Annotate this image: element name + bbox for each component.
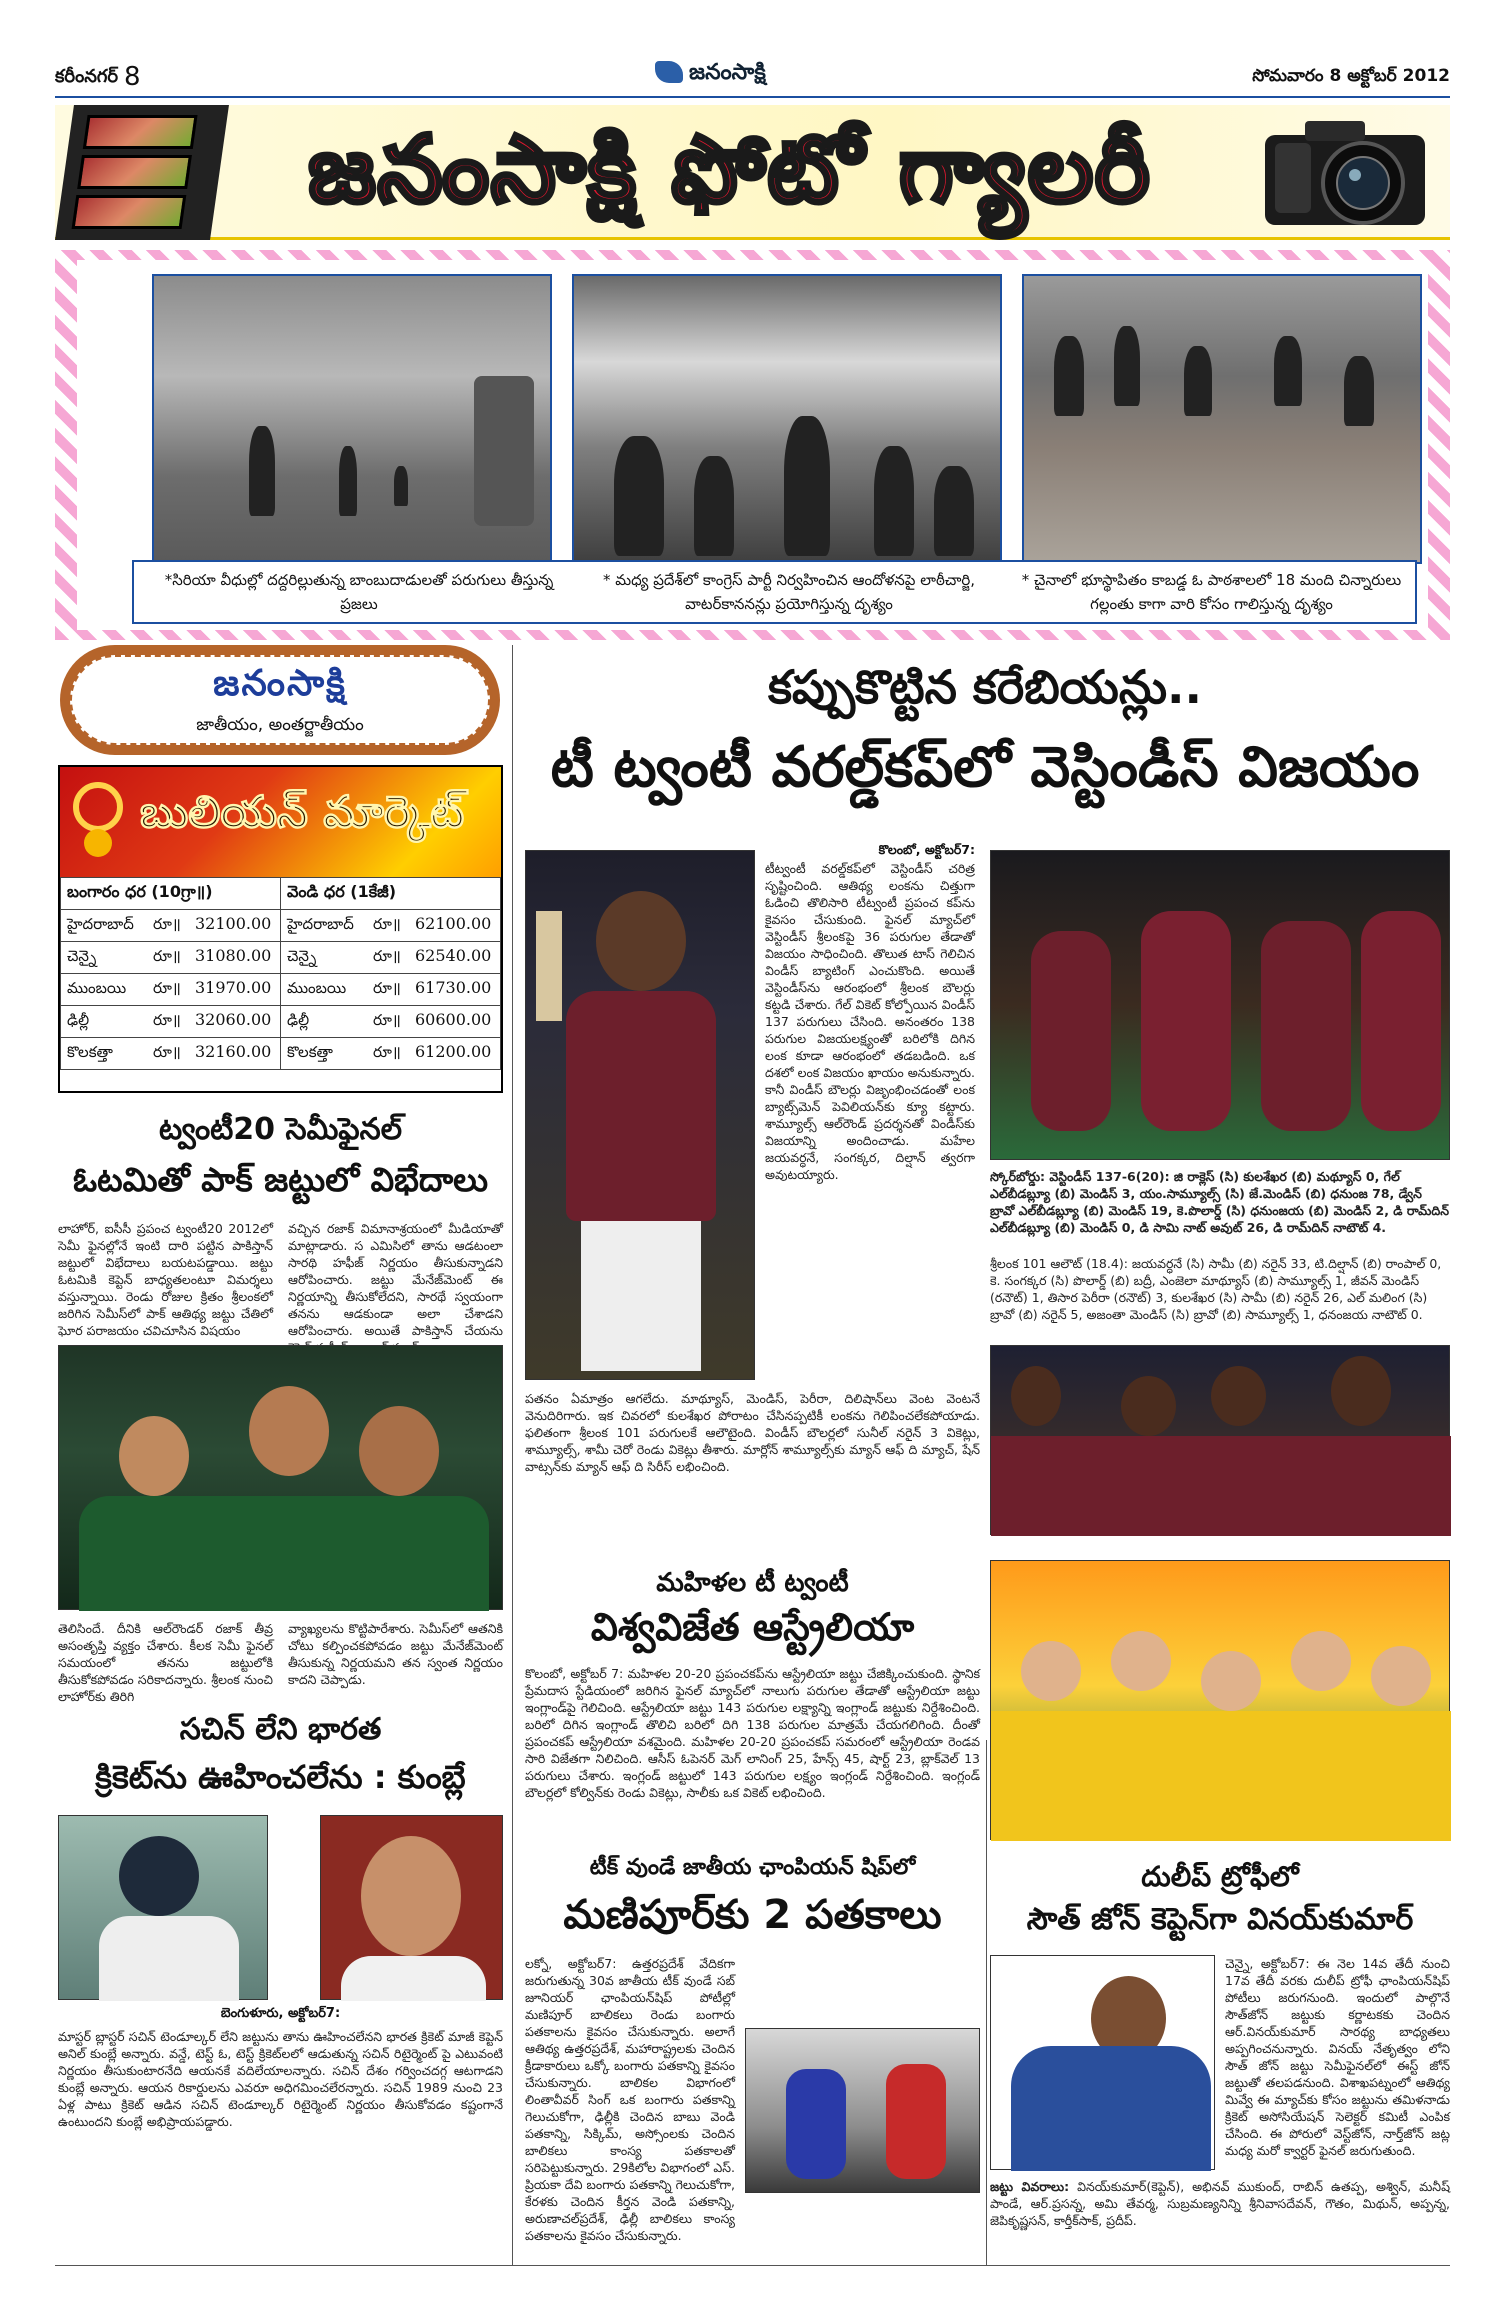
logo-icon <box>655 61 683 83</box>
caption-madhya-pradesh: * మధ్య ప్రదేశ్‌లో కాంగ్రెస్ పార్టీ నిర్వహించిన ఆందోళనపై లాఠీచార్జి, వాటర్‌కాననన్లు ప్రయోగిస్తున్న దృశ్యం <box>602 571 976 613</box>
section-badge <box>60 645 500 755</box>
gold-price: 32100.00 <box>195 914 272 933</box>
taekwondo-photo <box>745 2028 980 2193</box>
city-name: హైదరాబాద్ <box>67 915 134 933</box>
silver-price-cell <box>281 910 501 942</box>
caption-china: * చైనాలో భూస్థాపితం కాబడ్డ ఓ పాఠశాలలో 18 మంది చిన్నారులు గల్లంతు కాగా వారి కోసం గాలిస్తున్న దృశ్యం <box>1021 571 1402 613</box>
bullion-header <box>60 767 501 877</box>
wi-scorecard <box>990 1168 1450 1250</box>
bullion-row <box>61 1006 501 1038</box>
city-name: ముంబయి <box>287 979 347 997</box>
city-name: చెన్నై <box>67 947 97 965</box>
currency-label: రూ॥ <box>153 947 181 965</box>
bullion-table <box>60 877 501 1070</box>
duleep-kicker: దులీప్ ట్రోఫీలో <box>1141 1860 1299 1893</box>
team-label: జట్టు వివరాలు: <box>990 2179 1070 2194</box>
aus-headline: విశ్వవిజేత ఆస్ట్రేలియా <box>590 1605 915 1649</box>
duleep-body: చెన్నై, అక్టోబర్7: ఈ నెల 14వ తేదీ నుంచి 17వ తేదీ వరకు దులీప్ ట్రోఫీ ఛాంపియన్‌షిప్ పోటీలు జరుగనుంది. ఇందులో పాల్గొనే సౌత్‌జోన్ జట్టుకు కర్ణాటకకు చెందిన ఆర్.వినయ్‌కుమార్ సారథ్య బాధ్యతలు అప్పగించనున్నారు. వినయ్ నేతృత్వం లోని సౌత్ జోన్ జట్టు సెమీఫైనల్‌లో ఈస్ట్ జోన్ జట్టుతో తలపడనుంది. విశాఖపట్నంలో ఆతిథ్య మివ్వే ఈ మ్యాచ్‌కు కోసం జట్టును తమిళనాడు క్రికెట్ అసోసియేషన్ సెలెక్టర్ కమిటీ ఎంపిక చేసింది. ఈ పోరులో వెస్ట్‌జోన్, నార్త్‌జోన్ జట్ల మధ్య మరో క్వార్టర్ ఫైనల్ జరుగుతుంది. <box>1225 1956 1450 2158</box>
city-name: ఢిల్లీ <box>287 1011 310 1029</box>
manipur-kicker: టీక్ వుండే జాతీయ ఛాంపియన్ షిప్‌లో <box>589 1855 916 1880</box>
currency-label: రూ॥ <box>153 1011 181 1029</box>
city-name: హైదరాబాద్ <box>287 915 354 933</box>
vinay-kumar-photo <box>990 1955 1215 2170</box>
logo-text: జనంసాక్షి <box>689 60 766 85</box>
issue-date: సోమవారం 8 అక్టోబర్ 2012 <box>1252 66 1450 86</box>
currency-label: రూ॥ <box>153 915 181 933</box>
wi-players-photo <box>990 1345 1450 1535</box>
currency-label: రూ॥ <box>373 1011 401 1029</box>
currency-label: రూ॥ <box>373 947 401 965</box>
bullion-row <box>61 910 501 942</box>
wi-dateline: కొలంబో, అక్టోబర్7: <box>878 842 975 857</box>
gold-price-cell <box>61 910 281 942</box>
kumble-headline: క్రికెట్‌ను ఊహించలేను : కుంబ్లే <box>95 1758 466 1796</box>
gold-price-cell <box>61 974 281 1006</box>
silver-column-header: వెండి ధర (1కేజీ) <box>281 878 501 910</box>
silver-price: 62540.00 <box>415 946 492 965</box>
sl-scorecard: శ్రీలంక 101 ఆలౌట్ (18.4): జయవర్ధనే (సి) సామీ (బి) నరైన్ 33, టి.దిల్షాన్ (బి) రాంపాల్ 0, కె. సంగక్కర (సి) పొలార్డ్ (బి) బద్రీ, ఎంజెలా మాథ్యూస్ (బి) సామ్యూల్స్ 1, జీవన్ మెండిస్ (రనౌట్) 1, తిసార పెరీరా (రనౌట్) 3, కులశేఖర (సి) సామీ (బి) నరైన్ 26, ఎల్ మలింగ (సి) బ్రావో (బి) నరైన్ 5, అజంతా మెండిస్ (సి) బ్రావో (బి) సామ్యూల్స్ 1, ధనంజయ నాటౌట్ 0. <box>990 1256 1442 1322</box>
gold-column-header: బంగారం ధర (10గ్రా॥) <box>61 878 281 910</box>
section-badge-subtitle: జాతీయం, అంతర్జాతీయం <box>196 715 364 735</box>
masthead-logo <box>655 60 766 90</box>
currency-label: రూ॥ <box>373 915 401 933</box>
city-name: కొలకత్తా <box>67 1043 113 1061</box>
gold-price-cell <box>61 1038 281 1070</box>
silver-price: 62100.00 <box>415 914 492 933</box>
photo-captions <box>132 560 1417 624</box>
duleep-headline: సౌత్ జోన్ కెప్టెన్‌గా వినయ్‌కుమార్ <box>1026 1902 1414 1937</box>
australia-women-photo <box>990 1560 1450 1840</box>
silver-price-cell <box>281 1038 501 1070</box>
wi-headline: టీ ట్వంటీ వరల్డ్‌కప్‌లో వెస్టిండీస్ విజయం <box>550 735 1420 800</box>
syria-photo <box>152 274 552 564</box>
silver-price: 61200.00 <box>415 1042 492 1061</box>
caption-syria: *సిరియా వీధుల్లో దద్దరిల్లుతున్న బాంబుదాడులతో పరుగులు తీస్తున్న ప్రజలు <box>164 571 554 613</box>
page-number: 8 <box>124 62 141 92</box>
city-name: కొలకత్తా <box>287 1043 333 1061</box>
wi-body: టీట్వంటీ వరల్డ్‌కప్‌లో వెస్టిండీస్ చరిత్ర సృష్టించింది. ఆతిథ్య లంకను చిత్తుగా ఓడించి తొలిసారి టీట్వంటీ ప్రపంచ కప్‌ను కైవసం చేసుకుంది. ఫైనల్ మ్యాచ్‌లో వెస్టిండీస్ శ్రీలంకపై 36 పరుగుల తేడాతో విజయం సాధించింది. తొలుత టాస్ గెలిచిన విండీస్ బ్యాటింగ్ ఎంచుకొంది. అయితే వెస్టిండీస్‌ను ఆరంభంలో శ్రీలంక బౌలర్లు కట్టడి చేశారు. గేల్ వికెట్ కోల్పోయిన విండీస్ 137 పరుగులు చేసింది. అనంతరం 138 పరుగుల విజయలక్ష్యంతో బరిలోకి దిగిన లంక కూడా ఆరంభంలో తడబడింది. ఒక దశలో లంక విజయం ఖాయం అనుకున్నారు. కానీ విండీస్ బౌలర్లు విజృంభించడంతో లంక బ్యాట్స్‌మెన్ పెవిలియన్‌కు క్యూ కట్టారు. శామ్యూల్స్ ఆల్‌రౌండ్ ప్రదర్శనతో విండీస్‌కు విజయాన్ని అందించాడు. మహేల జయవర్ధనే, సంగక్కర, దిల్షాన్ త్వరగా అవుటయ్యారు. <box>765 861 975 1182</box>
wi-body-continued: పతనం ఏమాత్రం ఆగలేదు. మాథ్యూస్, మెండిస్, పెరీరా, దిలిషాన్‌లు వెంట వెంటనే వెనుదిరిగారు. ఇక చివరలో కులశేఖర పోరాటం చేసినప్పటికీ లంకను గెలిపించలేకపోయాడు. ఫలితంగా శ్రీలంక 101 పరుగులకే ఆలౌటైంది. విండీస్ బౌలర్లలో సునీల్ నరైన్ 3 వికెట్లు, శామ్యూల్స్, శామీ చెరో రెండు వికెట్లు తీశారు. మార్లోన్ శామ్యూల్స్‌కు మ్యాన్ ఆఫ్ ది మ్యాచ్, షేన్ వాట్సన్‌కు మ్యాన్ ఆఫ్ ది సిరీస్ లభించింది. <box>525 1391 980 1474</box>
bullion-title: బులియన్ మార్కెట్ <box>140 787 465 838</box>
gold-price-cell <box>61 942 281 974</box>
pak-body-bottom-left: తెలిసిందే. దీనికి ఆల్‌రౌండర్ రజాక్ తీవ్ర అసంతృప్తి వ్యక్తం చేశారు. కీలక సెమీ ఫైనల్ సమయంలో తనను జట్టులోకి తీసుకోకపోవడం సరికాదన్నారు. శ్రీలంక నుంచి లాహోర్‌కు తిరిగి <box>58 1621 273 1704</box>
currency-label: రూ॥ <box>373 1043 401 1061</box>
pak-headline: ఓటమితో పాక్ జట్టులో విభేదాలు <box>73 1160 488 1199</box>
currency-label: రూ॥ <box>153 979 181 997</box>
gold-price-cell <box>61 1006 281 1038</box>
china-school-rescue-photo <box>1022 274 1422 564</box>
pak-body-left: లాహోర్, ఐసీసీ ప్రపంచ ట్వంటీ20 2012లో సెమీ ఫైనల్లోనే ఇంటి దారి పట్టిన పాకిస్తాన్ జట్టులో విభేదాలు బయటపడ్డాయి. జట్టు ఓటమికి కెప్టెన్ బాధ్యతలంటూ విమర్శలు వస్తున్నాయి. రెండు రోజుల క్రితం శ్రీలంకలో జరిగిన సెమీస్‌లో పాక్ ఆతిథ్య జట్టు చేతిలో ఘోర పరాజయం చవిచూసిన విషయం <box>58 1221 273 1338</box>
silver-price: 61730.00 <box>415 978 492 997</box>
duleep-team <box>990 2178 1450 2258</box>
bullion-row <box>61 942 501 974</box>
film-strip-graphic <box>55 105 229 240</box>
manipur-body: లక్నో, అక్టోబర్7: ఉత్తరప్రదేశ్ వేదికగా జరుగుతున్న 30వ జాతీయ టీక్ వుండే సబ్ జూనియర్ ఛాంపియన్‌షిప్ పోటీల్లో మణిపూర్ బాలికలు రెండు బంగారు పతకాలను కైవసం చేసుకున్నారు. అలాగే ఆతిథ్య ఉత్తరప్రదేశ్, మహారాష్ట్రలకు చెందిన క్రీడాకారులు ఒక్కో బంగారు పతకాన్ని కైవసం చేసుకున్నారు. బాలికల విభాగంలో లింతావీవర్ సింగ్ ఒక బంగారు పతకాన్ని గెలుచుకోగా, ఢిల్లీకి చెందిన బాబు వెండి పతకాన్ని, సిక్కిమ్, అస్సోంలకు చెందిన బాలికలు కాంస్య పతకాలతో సరిపెట్టుకున్నారు. 29కిలోల విభాగంలో ఎస్. ప్రియకా దేవి బంగారు పతకాన్ని గెలుచుకోగా, కేరళకు చెందిన కీర్తన వెండి పతకాన్ని, అరుణాచల్‌ప్రదేశ్, ఢిల్లీ బాలికలు కాంస్య పతకాలను కైవసం చేసుకున్నారు. <box>525 1956 735 2243</box>
aus-body: కొలంబో, అక్టోబర్ 7: మహిళల 20-20 ప్రపంచకప్‌ను ఆస్ట్రేలియా జట్టు చేజిక్కించుకుంది. స్థానిక ప్రేమదాస స్టేడియంలో జరిగిన ఫైనల్ మ్యాచ్‌లో నాలుగు పరుగుల తేడాతో ఆస్ట్రేలియా జట్టు ఇంగ్లాండ్‌పై గెలిచింది. ఆస్ట్రేలియా జట్టు 143 పరుగుల లక్ష్యాన్ని ఇంగ్లాండ్ జట్టుకు నిర్దేశించింది. బరిలో దిగిన ఇంగ్లాండ్ తొలిచి బరిలో దిగి 138 పరుగుల మాత్రమే చేయగలిగింది. దీంతో ప్రపంచకప్ ఆస్ట్రేలియా వశమైంది. మహిళల 20-20 ప్రపంచకప్ సమరంలో ఆస్ట్రేలియా రెండవ సారి విజేతగా నిలిచింది. ఆసీస్ ఓపెనర్ మెగ్ లానింగ్ 25, హేన్స్ 45, షార్ట్ 23, బ్లాక్‌వెల్ 13 పరుగులు చేశారు. ఇంగ్లండ్ జట్టులో 143 పరుగుల లక్ష్యం ఇంగ్లండ్ నిర్దేశించింది. ఇంగ్లండ్ బౌలర్లలో కోల్విన్‌కు రెండు వికెట్లు, సాలీకు ఒక వికెట్ లభించింది. <box>525 1666 980 1800</box>
city-name: చెన్నై <box>287 947 317 965</box>
wi-celebration-photo <box>990 850 1450 1160</box>
edition-label <box>55 62 141 92</box>
kumble-photo <box>320 1815 503 2000</box>
kumble-dateline: బెంగుళూరు, అక్టోబర్7: <box>220 2006 341 2021</box>
bullion-market-box <box>58 765 503 1093</box>
column-rule <box>512 645 513 2265</box>
kumble-kicker: సచిన్ లేని భారత <box>179 1712 382 1747</box>
kumble-body: మాస్టర్ బ్లాస్టర్ సచిన్ టెండూల్కర్ లేని జట్టును తాను ఊహించలేనని భారత క్రికెట్ మాజీ కెప్టెన్ అనిల్ కుంబ్లే అన్నారు. వన్డే, టెస్ట్ ఓ, టెస్ట్ క్రికెట్‌లలో ఆడుతున్న సచిన్ రిటైర్మెంట్ పై ఎటువంటి నిర్ణయం తీసుకుంటారనేది ఆయనకే వదిలేయాలన్నారు. సచిన్ దేశం గర్వించదగ్గ ఆటగాడని కుంబ్లే అన్నారు. ఆయన రికార్డులను ఎవరూ అధిగమించలేరన్నారు. సచిన్ 1989 నుంచి 23 ఏళ్ల పాటు క్రికెట్ ఆడిన సచిన్ టెండూల్కర్ రిటైర్మెంట్ నిర్ణయం తీసుకోవడం కష్టంగానే ఉంటుందని కుంబ్లే అభిప్రాయపడ్డారు. <box>58 2029 503 2129</box>
wi-scorecard-text: స్కోర్‌బోర్డు: వెస్టిండీస్ 137-6(20): జి రాక్లెస్ (సి) కులశేఖర (బి) మథ్యూస్ 0, గేల్ ఎల్‌బీడబ్ల్యూ (బి) మెండిస్ 3, యం.సామ్యూల్స్ (సి) జే.మెండిస్ (బి) ధనుంజ 78, డ్వేన్ బ్రావో ఎల్‌బీడబ్ల్యూ (బి) మెండిస్ 19, కె.పొలార్డ్ (సి) ధనుంజయ (బి) మెండిస్ 2, డి రామ్‌దిన్ ఎల్‌బీడబ్ల్యూ (బి) మెండిస్ 0, డి సామి నాట్ అవుట్ 26, డి రామ్‌దిన్ నాటౌట్ 4. <box>990 1169 1450 1235</box>
pak-team-photo <box>58 1345 503 1610</box>
photo-gallery-banner <box>55 105 1450 240</box>
team-list: వినయ్‌కుమార్(కెప్టెన్), అభినవ్ ముకుంద్, రాబిన్ ఉతప్ప, అశ్విన్, మనీష్ పాండే, ఆర్.ప్రసన్న, అమి తేవర్మ, సుబ్రమణ్యనిన్ని శ్రీనివాసదేవన్, గౌతం, మిథున్, అప్పన్న, జెపికృష్ణసన్, కార్తీక్‌సాక్, ప్రదీప్. <box>990 2179 1450 2228</box>
page-header <box>55 60 1450 98</box>
sachin-photo <box>58 1815 268 2000</box>
bullion-row <box>61 1038 501 1070</box>
gold-price: 31970.00 <box>195 978 272 997</box>
pak-body-right: వచ్చిన రజాక్ విమానాశ్రయంలో మీడియాతో మాట్లాడారు. స ఎమిసిలో తాను ఆడటంలా సారథి హఫీజ్ నిర్ణయం తీసుకున్నాడని ఆరోపించారు. జట్టు మేనేజ్‌మెంట్ ఈ నిర్ణయాన్ని తీసుకోలేదని, సారథే స్వయంగా తనను ఆడకుండా అలా చేశాడని ఆరోపించారు. అయితే పాకిస్తాన్ చేయను <box>288 1221 503 1338</box>
silver-price-cell <box>281 974 501 1006</box>
pak-body-bottom-right: వ్యాఖ్యలను కొట్టిపారేశారు. సెమీస్‌లో ఆతనికి చోటు కల్పించకపోవడం జట్టు మేనేజ్‌మెంట్ తీసుకున్న నిర్ణయమని తన స్వంత నిర్ణయం కాదని చెప్పాడు. <box>288 1621 503 1687</box>
pak-kicker: ట్వంటీ20 సెమీఫైనల్ <box>159 1112 402 1147</box>
water-cannon-photo <box>572 274 1002 564</box>
page-bottom-rule <box>55 2265 1450 2266</box>
currency-label: రూ॥ <box>153 1043 181 1061</box>
gold-price: 32160.00 <box>195 1042 272 1061</box>
wi-kicker: కప్పుకొట్టిన కరేబియన్లు.. <box>767 660 1202 714</box>
news-photo-strip <box>55 250 1450 640</box>
edition-name: కరీంనగర్ <box>55 66 118 87</box>
gayle-trophy-photo <box>525 850 755 1380</box>
silver-price: 60600.00 <box>415 1010 492 1029</box>
gold-ornament-icon <box>68 777 128 867</box>
silver-price-cell <box>281 942 501 974</box>
city-name: ఢిల్లీ <box>67 1011 90 1029</box>
manipur-headline: మణిపూర్‌కు 2 పతకాలు <box>563 1892 942 1938</box>
camera-icon <box>1255 113 1435 231</box>
column-rule <box>986 1740 987 2265</box>
city-name: ముంబయి <box>67 979 127 997</box>
bullion-row <box>61 974 501 1006</box>
gold-price: 32060.00 <box>195 1010 272 1029</box>
gold-price: 31080.00 <box>195 946 272 965</box>
section-badge-title: జనంసాక్షి <box>213 663 347 704</box>
aus-kicker: మహిళల టీ ట్వంటీ <box>656 1568 849 1598</box>
banner-title: జనంసాక్షి ఫోటో గ్యాలరీ <box>308 116 1152 223</box>
currency-label: రూ॥ <box>373 979 401 997</box>
silver-price-cell <box>281 1006 501 1038</box>
